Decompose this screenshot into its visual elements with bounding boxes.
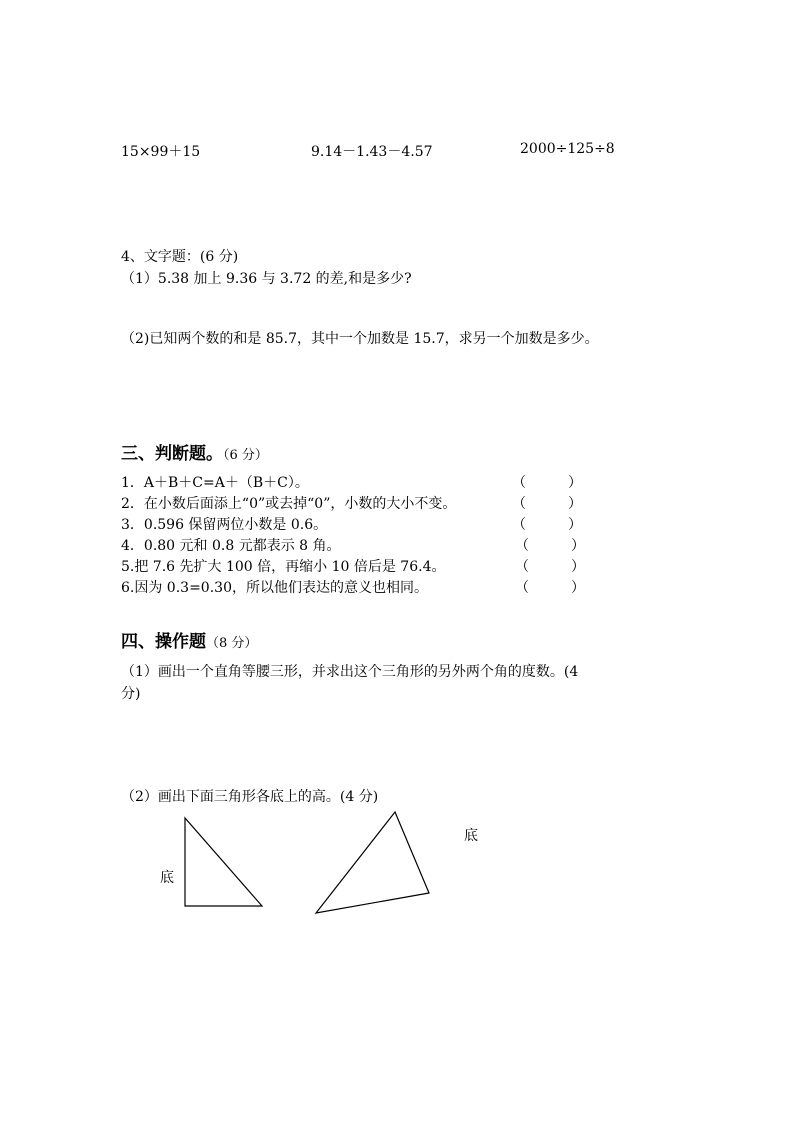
answer-parentheses-5[interactable]: （ ） bbox=[515, 559, 585, 575]
right-triangle[interactable] bbox=[185, 818, 262, 906]
judgment-item-2: 2．在小数后面添上“0”或去掉“0”，小数的大小不变。 bbox=[121, 496, 457, 512]
word-problem-2: （2)已知两个数的和是 85.7，其中一个加数是 15.7，求另一个加数是多少。 bbox=[121, 331, 599, 347]
judgment-section-title: 三、判断题。 bbox=[121, 444, 223, 464]
answer-parentheses-3[interactable]: （ ） bbox=[512, 517, 582, 533]
judgment-item-3: 3．0.596 保留两位小数是 0.6。 bbox=[121, 517, 328, 533]
operation-question-1-line-2: 分) bbox=[121, 686, 141, 702]
operation-question-2: （2）画出下面三角形各底上的高。(4 分) bbox=[121, 789, 379, 805]
operation-section-title: 四、操作题 bbox=[121, 632, 206, 652]
base-label-right-triangle: 底 bbox=[160, 870, 174, 886]
calc-expression-1: 15×99＋15 bbox=[121, 144, 201, 160]
operation-section-score: （8 分） bbox=[206, 636, 258, 651]
word-problem-1: （1）5.38 加上 9.36 与 3.72 的差,和是多少? bbox=[121, 271, 412, 287]
answer-parentheses-2[interactable]: （ ） bbox=[512, 496, 582, 512]
calc-expression-3: 2000÷125÷8 bbox=[520, 141, 615, 157]
answer-parentheses-1[interactable]: （ ） bbox=[512, 475, 582, 491]
word-problem-title: 4、文字题：(6 分) bbox=[121, 249, 239, 265]
judgment-item-6: 6.因为 0.3=0.30，所以他们表达的意义也相同。 bbox=[121, 580, 428, 596]
operation-question-1-line-1: （1）画出一个直角等腰三形，并求出这个三角形的另外两个角的度数。(4 bbox=[121, 664, 579, 680]
judgment-section-score: （6 分） bbox=[223, 448, 268, 463]
answer-parentheses-6[interactable]: （ ） bbox=[515, 580, 585, 596]
judgment-item-5: 5.把 7.6 先扩大 100 倍，再缩小 10 倍后是 76.4。 bbox=[121, 559, 446, 575]
judgment-item-1: 1．A＋B＋C=A＋（B＋C）。 bbox=[121, 475, 309, 491]
base-label-obtuse-triangle: 底 bbox=[464, 828, 478, 844]
judgment-item-4: 4．0.80 元和 0.8 元都表示 8 角。 bbox=[121, 538, 341, 554]
answer-parentheses-4[interactable]: （ ） bbox=[515, 538, 585, 554]
scalene-triangle[interactable] bbox=[316, 812, 429, 913]
calc-expression-2: 9.14－1.43－4.57 bbox=[311, 144, 433, 160]
